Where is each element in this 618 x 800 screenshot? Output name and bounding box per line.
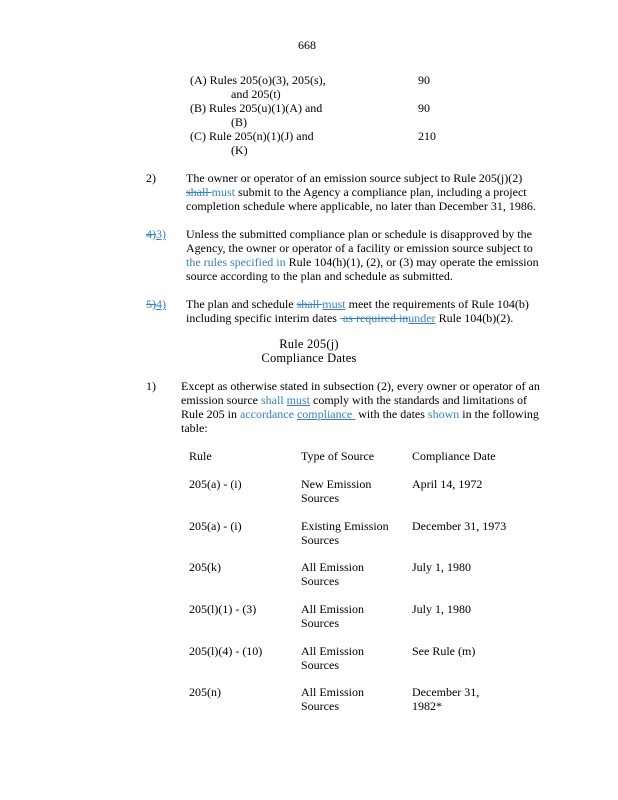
top-table-label: (A) Rules 205(o)(3), 205(s), [190,73,326,87]
source-cell: Sources [301,658,339,672]
source-cell: Sources [301,699,339,713]
paragraph-line: Agency, the owner or operator of a facility or emission source subject to [186,241,533,255]
inserted-text: 3) [156,227,166,241]
paragraph-text: The plan and schedule [186,297,297,311]
paragraph-text: Rule 104(b)(2). [435,311,514,325]
inserted-text: must [286,393,311,407]
source-cell: All Emission [301,644,365,658]
inserted-text: the rules specified in [186,255,286,269]
rule-cell: 205(a) - (i) [189,477,242,491]
paragraph-line: Except as otherwise stated in subsection (2), every owner or operator of an [181,379,540,393]
paragraph-text: meet the requirements of Rule 104(b) [345,297,529,311]
deleted-text: as required in [339,311,409,325]
rule-cell: 205(l)(1) - (3) [189,602,257,616]
deleted-text: shall [296,297,323,311]
paragraph-text: including specific interim dates [186,311,340,325]
rule-cell: 205(k) [189,560,221,574]
paragraph-text: emission source [181,393,261,407]
section-subtitle: Compliance Dates [261,351,357,365]
paragraph-line: table: [181,421,208,435]
deleted-text: 4) [146,227,156,241]
inserted-text: 4) [156,297,166,311]
inserted-text: shown [427,407,460,421]
paragraph-number: 1) [146,379,156,393]
paragraph-text: with the dates [355,407,428,421]
top-table-label: (B) [231,115,247,129]
inserted-text: shall [261,393,284,407]
inserted-text: compliance [296,407,356,421]
date-cell: December 31, 1973 [412,519,507,533]
inserted-text: must [322,297,346,311]
date-cell: 1982* [412,699,442,713]
source-cell: New Emission [301,477,372,491]
deleted-text: 5) [146,297,156,311]
page-number: 668 [298,38,316,52]
source-cell: All Emission [301,685,365,699]
date-cell: July 1, 1980 [412,560,472,574]
rule-cell: 205(n) [189,685,221,699]
paragraph-line [181,407,539,421]
source-cell: All Emission [301,560,365,574]
source-cell: All Emission [301,602,365,616]
paragraph-line: The owner or operator of an emission source subject to Rule 205(j)(2) [186,171,523,185]
paragraph-text: in the following [459,407,539,421]
paragraph-line [181,393,527,407]
paragraph-line: completion schedule where applicable, no later than December 31, 1986. [186,199,536,213]
source-cell: Sources [301,491,339,505]
paragraph-text: comply with the standards and limitations of [310,393,527,407]
top-table-label: and 205(t) [231,87,281,101]
top-table-label: (C) Rule 205(n)(1)(J) and [190,129,314,143]
top-table-days: 210 [418,129,436,143]
column-header: Compliance Date [412,449,496,463]
paragraph-text: submit to the Agency a compliance plan, including a project [235,185,527,199]
paragraph-line [186,255,539,269]
top-table-label: (B) Rules 205(u)(1)(A) and [190,101,323,115]
paragraph-line [186,311,513,325]
inserted-text: must [211,185,236,199]
paragraph-text: Rule 205 in [181,407,240,421]
inserted-text: under [408,311,436,325]
source-cell: Sources [301,574,339,588]
source-cell: Existing Emission [301,519,389,533]
top-table-days: 90 [418,101,430,115]
paragraph-line: Unless the submitted compliance plan or schedule is disapproved by the [186,227,532,241]
date-cell: See Rule (m) [412,644,476,658]
paragraph-line [186,297,529,311]
inserted-text: accordance [240,407,294,421]
top-table-days: 90 [418,73,430,87]
rule-cell: 205(a) - (i) [189,519,242,533]
rule-cell: 205(l)(4) - (10) [189,644,263,658]
column-header: Type of Source [301,449,375,463]
date-cell: April 14, 1972 [412,477,483,491]
deleted-text: shall [186,185,212,199]
paragraph-number: 2) [146,171,156,185]
date-cell: July 1, 1980 [412,602,472,616]
source-cell: Sources [301,533,339,547]
date-cell: December 31, [412,685,480,699]
paragraph-number [146,297,166,311]
source-cell: Sources [301,616,339,630]
paragraph-text: Rule 104(h)(1), (2), or (3) may operate the emission [285,255,539,269]
paragraph-line [186,185,527,199]
paragraph-line: source according to the plan and schedule as submitted. [186,269,453,283]
top-table-label: (K) [231,143,248,157]
column-header: Rule [189,449,212,463]
section-title: Rule 205(j) [279,337,339,351]
paragraph-number [146,227,166,241]
